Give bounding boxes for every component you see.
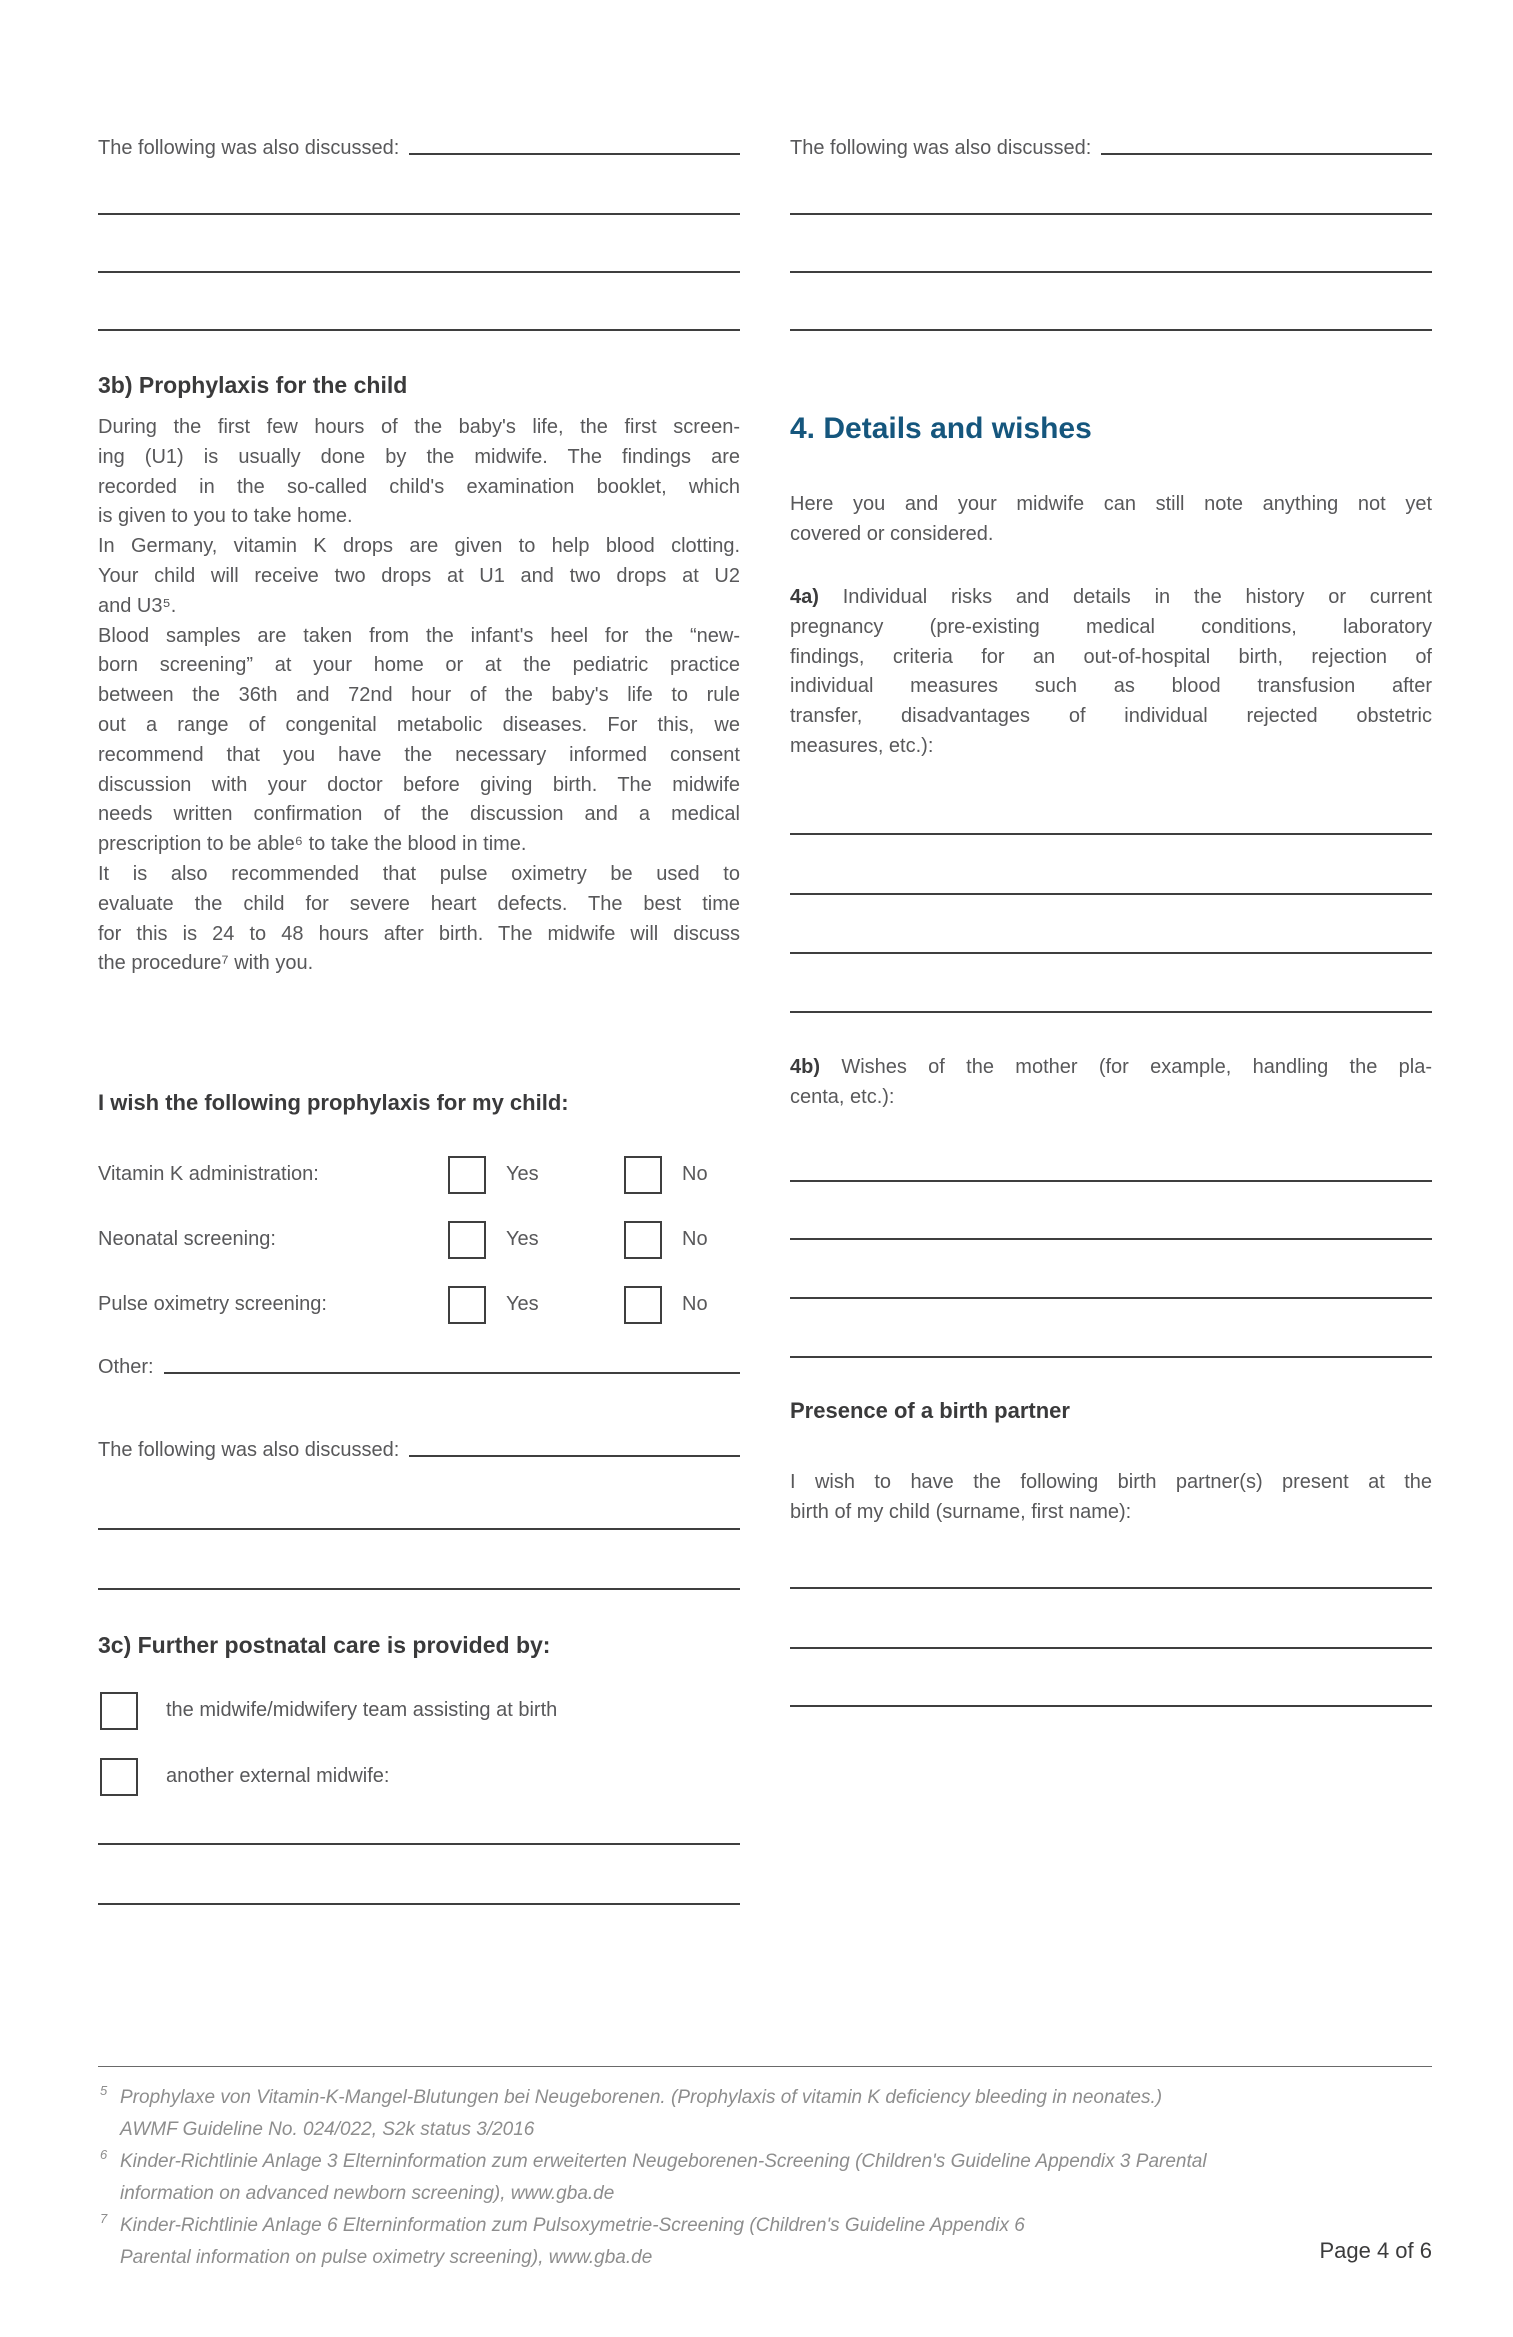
footnote-text: Prophylaxe von Vitamin-K-Mangel-Blutungen bei Neugeborenen. (Prophylaxis of vitamin K deficiency bleeding in neonates.) AWMF Guideline No. 024/022, S2k status 3/2016: [120, 2087, 1163, 2140]
neonatal-screening-row: [98, 1221, 740, 1261]
discussed-row-left-top: [98, 126, 740, 160]
blank-line[interactable]: [790, 329, 1432, 331]
vitamin-k-label: Vitamin K administration:: [98, 1163, 319, 1185]
blank-line[interactable]: [790, 1647, 1432, 1649]
blank-line[interactable]: [790, 1297, 1432, 1299]
discussed-fill-line[interactable]: [409, 153, 740, 155]
midwife-team-checkbox[interactable]: [100, 1692, 138, 1730]
footnote-marker: 6: [100, 2147, 108, 2162]
footnote-divider: [98, 2066, 1432, 2067]
blank-line[interactable]: [98, 1843, 740, 1845]
blank-line[interactable]: [98, 1528, 740, 1530]
blank-line[interactable]: [790, 213, 1432, 215]
blank-line[interactable]: [790, 1356, 1432, 1358]
footnote-marker: 7: [100, 2211, 108, 2226]
midwife-team-label: the midwife/midwifery team assisting at birth: [166, 1699, 558, 1721]
discussed-row-right-top: [790, 126, 1432, 160]
blank-line[interactable]: [98, 1903, 740, 1905]
discussed-label: The following was also discussed:: [98, 1439, 400, 1461]
section-4-heading: 4. Details and wishes: [790, 412, 1092, 445]
paragraph: During the first few hours of the baby's life, the first screen- ing (U1) is usually done by the midwife. The findings are recorded in the so-called child's examination booklet, which is given to you to take home.: [98, 416, 740, 528]
other-row: [98, 1345, 740, 1379]
blank-line[interactable]: [98, 329, 740, 331]
neonatal-yes-checkbox[interactable]: [448, 1221, 486, 1259]
footnote-5: [98, 2082, 1438, 2145]
yes-label: Yes: [506, 1293, 539, 1315]
external-midwife-checkbox[interactable]: [100, 1758, 138, 1796]
external-midwife-option: [98, 1758, 740, 1798]
blank-line[interactable]: [790, 893, 1432, 895]
item-4a-text: 4a) Individual risks and details in the history or current pregnancy (pre-existing medical conditions, laboratory findings, criteria for an out-of-hospital birth, rejection of individual measures such as blood transfusion after transfer, disadvantages of individual rejected obstetric measures, etc.):: [790, 586, 1432, 757]
blank-line[interactable]: [98, 213, 740, 215]
blank-line[interactable]: [790, 952, 1432, 954]
yes-label: Yes: [506, 1163, 539, 1185]
vitamin-k-no-checkbox[interactable]: [624, 1156, 662, 1194]
pulse-oximetry-label: Pulse oximetry screening:: [98, 1293, 327, 1315]
pulse-oximetry-row: [98, 1286, 740, 1326]
blank-line[interactable]: [98, 1588, 740, 1590]
page-number: Page 4 of 6: [1319, 2238, 1432, 2263]
pulse-oximetry-yes-checkbox[interactable]: [448, 1286, 486, 1324]
section-3c-heading: 3c) Further postnatal care is provided by:: [98, 1632, 551, 1658]
no-label: No: [682, 1228, 708, 1250]
no-label: No: [682, 1163, 708, 1185]
blank-line[interactable]: [790, 833, 1432, 835]
neonatal-screening-label: Neonatal screening:: [98, 1228, 276, 1250]
discussed-row-left-mid: [98, 1428, 740, 1462]
external-midwife-label: another external midwife:: [166, 1765, 390, 1787]
blank-line[interactable]: [790, 1011, 1432, 1013]
paragraph: Blood samples are taken from the infant's heel for the “new- born screening” at your home or at the pediatric practice between the 36th and 72nd hour of the baby's life to rule out a range of congenital metabolic diseases. For this, we recommend that you have the necessary informed consent discussion with your doctor before giving birth. The midwife needs written confirmation of the discussion and a medical prescription to be able⁶ to take the blood in time.: [98, 624, 740, 856]
prophylaxis-wish-heading: I wish the following prophylaxis for my child:: [98, 1090, 569, 1115]
paragraph: In Germany, vitamin K drops are given to help blood clotting. Your child will receive two drops at U1 and two drops at U2 and U3⁵.: [98, 535, 740, 617]
neonatal-no-checkbox[interactable]: [624, 1221, 662, 1259]
yes-label: Yes: [506, 1228, 539, 1250]
discussed-label: The following was also discussed:: [98, 137, 400, 159]
discussed-fill-line[interactable]: [409, 1455, 740, 1457]
footnote-6: [98, 2146, 1438, 2209]
blank-line[interactable]: [790, 1705, 1432, 1707]
footnote-text: Kinder-Richtlinie Anlage 3 Elterninformation zum erweiterten Neugeborenen-Screening (Children's Guideline Appendix 3 Parental information on advanced newborn screening), www.gba.de: [120, 2151, 1207, 2204]
footnote-text: Kinder-Richtlinie Anlage 6 Elterninformation zum Pulsoxymetrie-Screening (Children's Guideline Appendix 6 Parental information on pulse oximetry screening), www.gba.de: [120, 2215, 1025, 2268]
no-label: No: [682, 1293, 708, 1315]
midwife-team-option: [98, 1692, 740, 1732]
section-3b-body: [98, 413, 740, 979]
item-4b-text: 4b) Wishes of the mother (for example, handling the pla- centa, etc.):: [790, 1056, 1432, 1108]
blank-line[interactable]: [790, 1587, 1432, 1589]
other-label: Other:: [98, 1356, 154, 1378]
section-4-intro: Here you and your midwife can still note anything not yet covered or considered.: [790, 493, 1432, 545]
blank-line[interactable]: [790, 271, 1432, 273]
other-fill-line[interactable]: [164, 1372, 740, 1374]
discussed-fill-line[interactable]: [1101, 153, 1432, 155]
blank-line[interactable]: [98, 271, 740, 273]
paragraph: It is also recommended that pulse oximetry be used to evaluate the child for severe heart defects. The best time for this is 24 to 48 hours after birth. The midwife will discuss the procedure⁷ with you.: [98, 862, 740, 975]
blank-line[interactable]: [790, 1180, 1432, 1182]
pulse-oximetry-no-checkbox[interactable]: [624, 1286, 662, 1324]
birth-partner-text: I wish to have the following birth partner(s) present at the birth of my child (surname, first name):: [790, 1471, 1432, 1523]
section-3b-heading: 3b) Prophylaxis for the child: [98, 372, 408, 398]
blank-line[interactable]: [790, 1238, 1432, 1240]
birth-partner-heading: Presence of a birth partner: [790, 1398, 1070, 1423]
footnote-marker: 5: [100, 2083, 108, 2098]
discussed-label: The following was also discussed:: [790, 137, 1092, 159]
vitamin-k-yes-checkbox[interactable]: [448, 1156, 486, 1194]
vitamin-k-row: [98, 1156, 740, 1196]
